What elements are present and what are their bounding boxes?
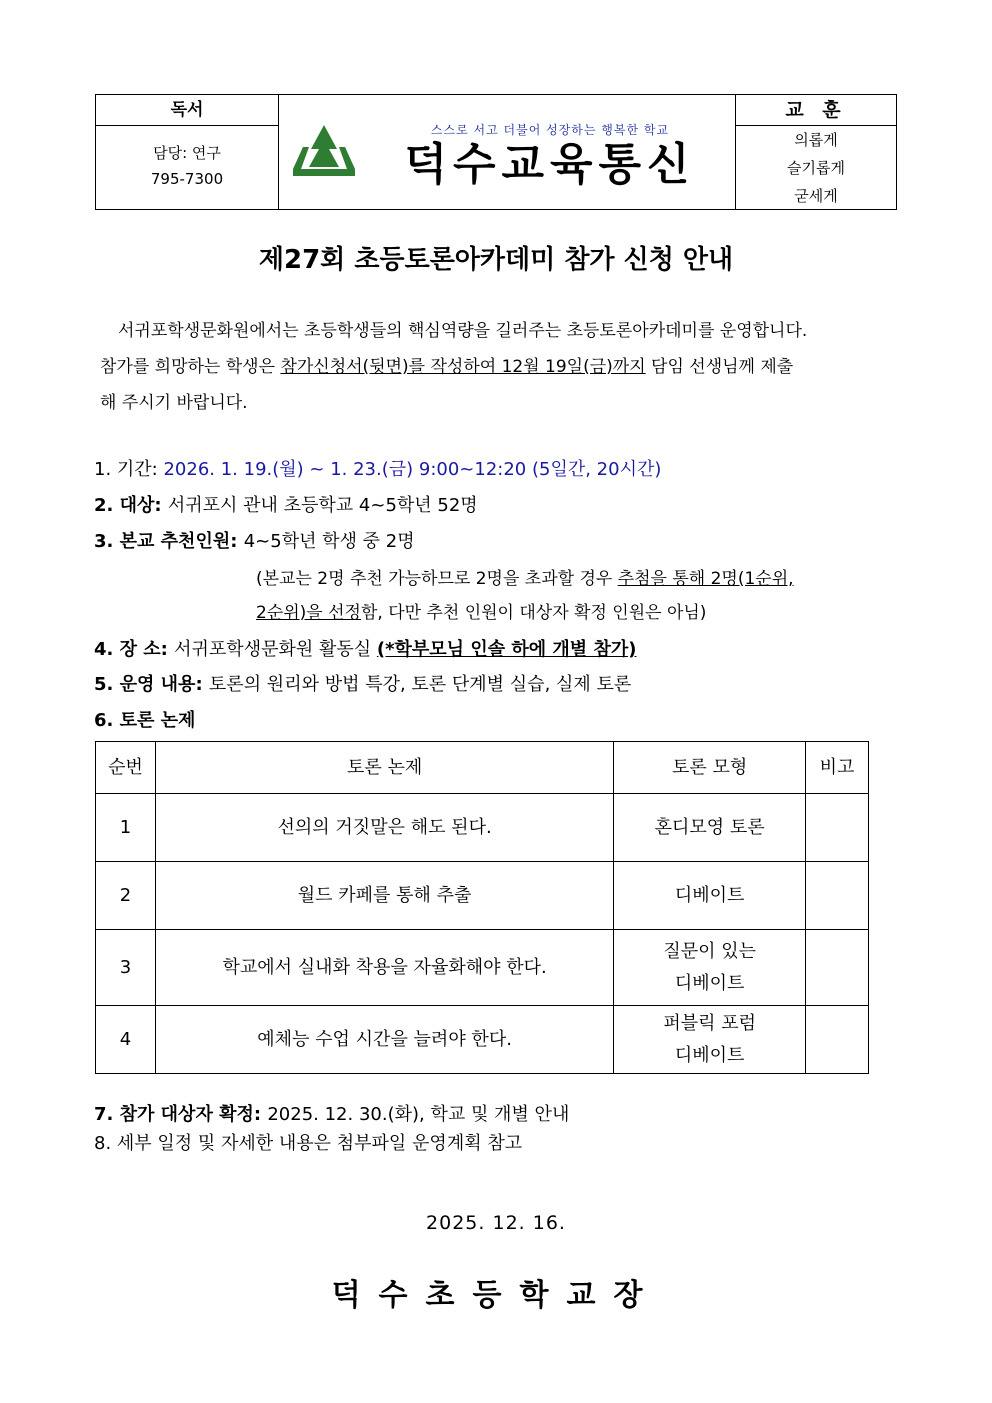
- document-title: 제27회 초등토론아카데미 참가 신청 안내: [258, 245, 734, 275]
- item-label: 6. 토론 논제: [94, 710, 196, 731]
- model-line: 퍼블릭 포럼: [663, 1012, 756, 1034]
- school-motto: 스스로 서고 더불어 성장하는 행복한 학교: [430, 123, 670, 137]
- intro-text: 담임 선생님께 제출: [645, 357, 794, 377]
- newsletter-header: [95, 94, 897, 210]
- item-label: 5. 운영 내용:: [94, 674, 209, 695]
- item-value: 2026. 1. 19.(월) ~ 1. 23.(금) 9:00~12:20 (5일간, 20시간): [163, 459, 662, 480]
- item-emphasis: (*학부모님 인솔 하에 개별 참가): [376, 639, 637, 660]
- row-model: [614, 862, 806, 930]
- row-no: 1: [96, 794, 156, 862]
- recommend-note-1: [256, 567, 794, 591]
- item-period: [94, 458, 661, 482]
- header-no: 순번: [96, 742, 156, 794]
- item-label: 4. 장 소:: [94, 639, 175, 660]
- item-label: 7. 참가 대상자 확정:: [94, 1104, 268, 1125]
- row-note: [806, 930, 869, 1006]
- model-line: 혼디모영 토론: [654, 816, 765, 838]
- header-left-panel: [96, 95, 279, 209]
- row-note: [806, 862, 869, 930]
- item-recommend: [94, 530, 415, 554]
- issue-date: 2025. 12. 16.: [426, 1212, 566, 1234]
- item-value: 서귀포학생문화원 활동실: [174, 639, 377, 660]
- intro-paragraph: [100, 313, 895, 421]
- masthead-title: 덕수교육통신: [404, 139, 696, 190]
- table-row: [96, 930, 869, 1006]
- row-no: 4: [96, 1006, 156, 1074]
- item-topics: [94, 709, 195, 733]
- header-left-title: 독서: [96, 95, 278, 126]
- row-topic: 예체능 수업 시간을 늘려야 한다.: [155, 1006, 613, 1074]
- row-no: 2: [96, 862, 156, 930]
- item-label: 1. 기간:: [94, 459, 164, 480]
- school-motto-title: 교 훈: [736, 95, 896, 126]
- model-line: 디베이트: [674, 1044, 745, 1066]
- virtues-list: [736, 126, 896, 210]
- table-row: [96, 794, 869, 862]
- note-text: (본교는 2명 추천 가능하므로 2명을 초과할 경우: [256, 569, 618, 589]
- model-line: 질문이 있는: [663, 940, 756, 962]
- intro-line-2: [100, 349, 895, 385]
- header-topic: 토론 논제: [155, 742, 613, 794]
- item-label: 3. 본교 추천인원:: [94, 531, 244, 552]
- model-line: 디베이트: [674, 972, 745, 994]
- item-value: 4~5학년 학생 중 2명: [243, 531, 415, 552]
- row-model: [614, 794, 806, 862]
- row-topic: 학교에서 실내화 착용을 자율화해야 한다.: [155, 930, 613, 1006]
- model-line: 디베이트: [674, 884, 745, 906]
- contact-line-1: 담당: 연구: [153, 144, 221, 162]
- masthead-area: [279, 95, 735, 209]
- row-topic: 월드 카페를 통해 추출: [155, 862, 613, 930]
- table-header-row: [96, 742, 869, 794]
- row-no: 3: [96, 930, 156, 1006]
- table-row: [96, 862, 869, 930]
- item-details: 8. 세부 일정 및 자세한 내용은 첨부파일 운영계획 참고: [94, 1133, 523, 1154]
- virtue-3: 굳세게: [794, 187, 838, 205]
- recommend-note-2: [256, 601, 706, 625]
- header-right-panel: [735, 95, 896, 209]
- header-model: 토론 모형: [614, 742, 806, 794]
- intro-line-1: 서귀포학생문화원에서는 초등학생들의 핵심역량을 길러주는 초등토론아카데미를 운영합니다.: [118, 321, 808, 341]
- note-text: 함, 다만 추천 인원이 대상자 확정 인원은 아님): [360, 603, 707, 623]
- row-topic: 선의의 거짓말은 해도 된다.: [155, 794, 613, 862]
- item-label: 2. 대상:: [94, 495, 168, 516]
- contact-line-2: 795-7300: [150, 170, 224, 188]
- row-note: [806, 1006, 869, 1074]
- item-value: 2025. 12. 30.(화), 학교 및 개별 안내: [267, 1104, 570, 1125]
- intro-line-3: 해 주시기 바랍니다.: [100, 393, 248, 413]
- table-row: [96, 1006, 869, 1074]
- principal-signature: 덕수초등학교장: [331, 1278, 661, 1313]
- item-place: [94, 638, 636, 662]
- virtue-2: 슬기롭게: [787, 159, 845, 177]
- row-model: [614, 930, 806, 1006]
- note-underlined: 2순위)을 선정: [256, 603, 361, 623]
- note-underlined: 추첨을 통해 2명(1순위,: [617, 569, 794, 589]
- item-content: [94, 673, 631, 697]
- deadline-text: 참가신청서(뒷면)를 작성하여 12월 19일(금)까지: [280, 357, 646, 377]
- intro-text: 참가를 희망하는 학생은: [100, 357, 281, 377]
- school-logo-icon: [289, 123, 359, 179]
- item-target: [94, 494, 478, 518]
- header-note: 비고: [806, 742, 869, 794]
- row-note: [806, 794, 869, 862]
- item-value: 서귀포시 관내 초등학교 4~5학년 52명: [167, 495, 478, 516]
- virtue-1: 의롭게: [794, 131, 838, 149]
- topics-table: [95, 741, 869, 1074]
- item-confirm: [94, 1103, 569, 1127]
- item-value: 토론의 원리와 방법 특강, 토론 단계별 실습, 실제 토론: [208, 674, 632, 695]
- contact-info: [96, 126, 278, 192]
- row-model: [614, 1006, 806, 1074]
